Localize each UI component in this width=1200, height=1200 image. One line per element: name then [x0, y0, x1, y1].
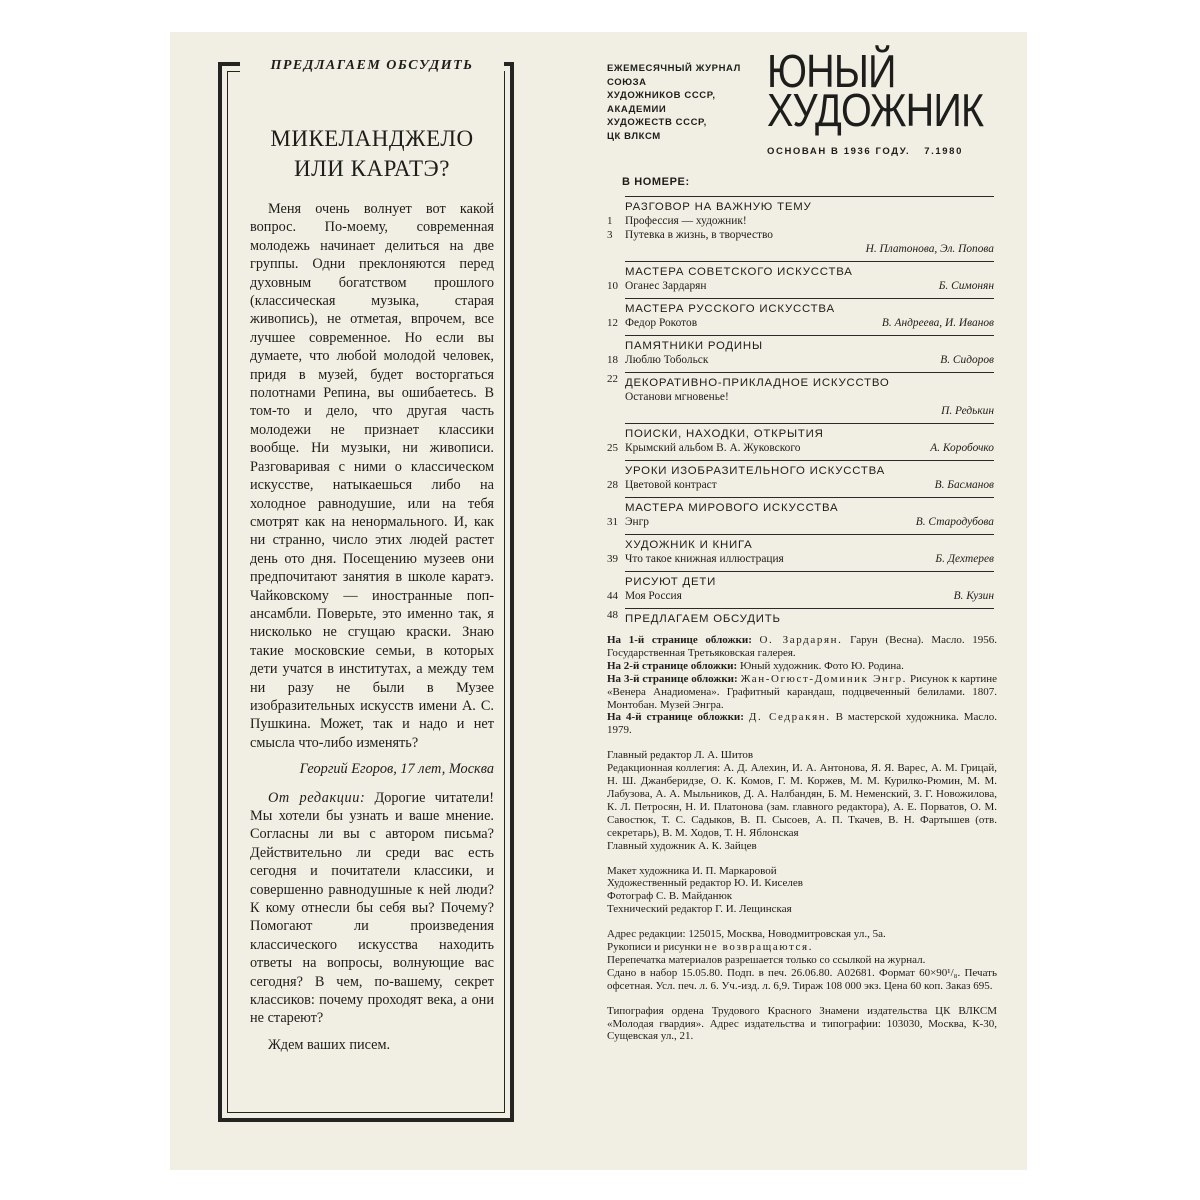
toc-section — [607, 571, 994, 608]
toc-entry — [607, 228, 994, 256]
toc-entry — [625, 390, 994, 418]
cover-3-label: На 3-й странице обложки: — [607, 672, 738, 685]
toc-page-number: 31 — [607, 516, 618, 528]
magazine-page — [170, 32, 1027, 1170]
staff-line: Макет художника И. П. Маркаровой — [607, 864, 777, 877]
production-staff — [607, 865, 997, 917]
toc-entry-title: Федор Рокотов — [625, 317, 698, 329]
cover-1-label: На 1-й странице обложки: — [607, 634, 752, 646]
toc-section — [607, 497, 994, 534]
cover-3-name: Жан-Огюст-Доминик Энгр. — [740, 672, 908, 685]
toc-section-title: МАСТЕРА СОВЕТСКОГО ИСКУССТВА — [625, 266, 853, 278]
toc-entry-author: П. Редькин — [941, 405, 994, 417]
article-title — [250, 124, 494, 184]
toc-entry-author: Н. Платонова, Эл. Попова — [865, 243, 994, 255]
editorial-staff — [607, 749, 997, 852]
toc-page-number: 39 — [607, 553, 618, 565]
publisher-line: ЕЖЕМЕСЯЧНЫЙ ЖУРНАЛ — [607, 63, 741, 74]
toc-entry-author: В. Кузин — [953, 590, 994, 602]
editorial-board: Редакционная коллегия: А. Д. Алехин, И. А. Антонова, Я. Я. Варес, А. М. Грицай, Н. Ш. Джанберидзе, О. К. Комов, Г. М. Коржев, М. М. Курилко-Рюмин, М. М. Лабузова, А. А. Мыльников, Д. А. Налбандян, Б. М. Неменский, З. Г. Новожилова, К. Л. Петросян, Н. И. Платонова (зам. главного редактора), А. Е. Порватов, О. М. Савостюк, Т. С. Садыков, В. П. Сысоев, А. П. Ткачев, В. Н. Фартышев (отв. секретарь), В. М. Ходов, Т. Н. Яблонская — [607, 762, 997, 839]
chief-editor: Главный редактор Л. А. Шитов — [607, 749, 754, 762]
cover-4-label: На 4-й странице обложки: — [607, 711, 744, 724]
closing-line: Ждем ваших писем. — [268, 1036, 391, 1053]
manuscripts-note — [607, 941, 997, 954]
toc-entry-author: В. Стародубова — [915, 516, 994, 528]
cover-1-credit — [607, 634, 997, 660]
staff-line: Художественный редактор Ю. И. Киселев — [607, 877, 803, 890]
article-rubric: ПРЕДЛАГАЕМ ОБСУДИТЬ — [240, 54, 504, 78]
toc-entry-title: Люблю Тобольск — [625, 354, 709, 366]
toc-entry — [607, 552, 994, 566]
toc-entry-title: Моя Россия — [625, 590, 682, 602]
toc-page-number: 3 — [607, 229, 613, 241]
toc-page-number: 10 — [607, 280, 618, 292]
imprint — [607, 928, 997, 993]
cover-1-text: Гарун (Весна). Масло. 1956. Государственная Третьяковская галерея. — [607, 634, 997, 659]
toc-entry-author: В. Сидоров — [940, 354, 994, 366]
toc-section-title: ХУДОЖНИК И КНИГА — [625, 539, 753, 551]
cover-2-text: Юный художник. Фото Ю. Родина. — [737, 659, 904, 672]
printer-info: Типография ордена Трудового Красного Знамени издательства ЦК ВЛКСМ «Молодая гвардия». Адрес издательства и типографии: 103030, Москва, К-30, Сущевская ул., 21. — [607, 1004, 997, 1043]
toc-section-title: МАСТЕРА МИРОВОГО ИСКУССТВА — [625, 502, 839, 514]
manuscripts-note-b: не возвращаются. — [704, 941, 814, 954]
editorial-address: Адрес редакции: 125015, Москва, Новодмитровская ул., 5а. — [607, 928, 886, 941]
toc-section-title: РАЗГОВОР НА ВАЖНУЮ ТЕМУ — [625, 201, 812, 213]
cover-3-credit — [607, 673, 997, 712]
toc-entry — [607, 441, 994, 455]
magazine-title-line-1: ЮНЫЙ — [767, 45, 896, 97]
toc-entry — [607, 316, 994, 330]
toc-section-title: ПОИСКИ, НАХОДКИ, ОТКРЫТИЯ — [625, 428, 824, 440]
toc-entry — [607, 353, 994, 367]
issue-number: 7.1980 — [924, 146, 963, 157]
toc-section — [607, 372, 994, 423]
toc-page-number: 1 — [607, 215, 613, 227]
toc-section — [607, 335, 994, 372]
publisher-line: ХУДОЖЕСТВ СССР, — [607, 117, 707, 128]
table-of-contents — [607, 196, 994, 628]
printer-block — [607, 1005, 997, 1044]
toc-entry-author: В. Андреева, И. Иванов — [881, 317, 994, 329]
toc-section-title: МАСТЕРА РУССКОГО ИСКУССТВА — [625, 303, 835, 315]
toc-entry-author: Б. Дехтерев — [935, 553, 994, 565]
toc-page-number: 22 — [607, 373, 618, 385]
toc-entry — [607, 589, 994, 603]
publisher-line: ХУДОЖНИКОВ СССР, — [607, 90, 716, 101]
publisher-line: ЦК ВЛКСМ — [607, 130, 661, 142]
article-title-line-1: МИКЕЛАНДЖЕЛО — [270, 126, 474, 151]
toc-section-title: ПРЕДЛАГАЕМ ОБСУДИТЬ — [625, 613, 781, 625]
toc-section-title: ПАМЯТНИКИ РОДИНЫ — [625, 340, 763, 352]
toc-entry — [607, 515, 994, 529]
editor-note-lead: От редакции: — [268, 789, 366, 806]
toc-section-title: УРОКИ ИЗОБРАЗИТЕЛЬНОГО ИСКУССТВА — [625, 465, 886, 477]
toc-heading: В НОМЕРЕ: — [622, 176, 690, 188]
article-title-line-2: ИЛИ КАРАТЭ? — [294, 156, 450, 181]
toc-section-title: РИСУЮТ ДЕТИ — [625, 576, 717, 588]
toc-entry — [607, 214, 994, 228]
toc-page-number: 25 — [607, 442, 618, 454]
toc-section — [607, 196, 994, 261]
toc-entry-author: Б. Симонян — [938, 280, 994, 292]
reader-letter: Меня очень волнует вот какой вопрос. По-моему, современная молодежь начинает делиться на две группы. Одни преклоняются перед духовным богатством прошлого (классическая музыка, старая живопись), не отметая, впрочем, все лучшее современное. Но если вы думаете, что любой молодой человек, придя в музей, будет восторгаться полотнами Репина, вы ошибаетесь. В том-то и дело, что другая часть молодежи не признает классики вообще. Ни музыки, ни живописи. Разговаривая с ними о классическом искусстве, натыкаешься либо на холодное равнодушие, или на тебя смотрят как на ненормального. И, как ни странно, число этих людей растет день ото дня. Посещению музеев они предпочитают занятия в школе каратэ. Чайковскому — иностранные поп-ансамбли. Поверьте, это именно так, я нисколько не сгущаю краски. Знаю такие московские семьи, в которых дети учатся в институтах, а между тем ни разу не были в Музее изобразительных искусств имени А. С. Пушкина. Может, так и надо и нет смысла что-либо изменять? — [250, 201, 494, 751]
letter-signature: Георгий Егоров, 17 лет, Москва — [299, 761, 494, 778]
staff-line: Фотограф С. В. Майданюк — [607, 890, 733, 903]
toc-section — [607, 423, 994, 460]
toc-entry-title: Останови мгновенье! — [625, 391, 729, 403]
toc-entry-title: Оганес Зардарян — [625, 280, 707, 292]
cover-2-credit — [607, 660, 997, 673]
cover-4-credit — [607, 711, 997, 737]
staff-line: Технический редактор Г. И. Лещинская — [607, 903, 792, 916]
toc-entry — [607, 279, 994, 293]
publisher-line: АКАДЕМИИ — [607, 103, 667, 115]
toc-entry-title: Путевка в жизнь, в творчество — [625, 229, 773, 241]
editor-note-text: Дорогие читатели! Мы хотели бы узнать и ваше мнение. Согласны ли вы с автором письма? Действительно ли среди вас есть сегодня и почитатели классики, и совершенно равнодушные к ней люди? К кому отнесли бы себя вы? Почему? Помогают ли произведения классического искусства находить ответы на вопросы, волнующие вас сегодня? В чем, по-вашему, секрет классиков: почему проходят века, а они не стареют? — [250, 789, 494, 1027]
print-info: Сдано в набор 15.05.80. Подп. в печ. 26.06.80. А02681. Формат 60×90¹/₈. Печать офсетная. Усл. печ. л. 6. Уч.-изд. л. 6,9. Тираж 108 000 экз. Цена 60 коп. Заказ 695. — [607, 966, 997, 992]
publisher-line: СОЮЗА — [607, 76, 647, 88]
reprint-note: Перепечатка материалов разрешается только со ссылкой на журнал. — [607, 953, 926, 966]
manuscripts-note-a: Рукописи и рисунки — [607, 941, 705, 954]
credits — [607, 634, 997, 1043]
toc-page-number: 12 — [607, 317, 618, 329]
magazine-title — [767, 45, 984, 136]
publisher-info — [607, 62, 767, 143]
editor-note — [250, 789, 494, 1028]
toc-entry-author: А. Коробочко — [930, 442, 994, 454]
cover-4-text: В мастерской художника. Масло. 1979. — [607, 711, 997, 737]
chief-artist: Главный художник А. К. Зайцев — [607, 839, 757, 852]
toc-entry-title: Цветовой контраст — [625, 479, 717, 491]
toc-entry-title: Энгр — [625, 516, 649, 528]
toc-section-title: ДЕКОРАТИВНО-ПРИКЛАДНОЕ ИСКУССТВО — [625, 377, 890, 389]
toc-section — [607, 261, 994, 298]
cover-4-name: Д. Седракян. — [748, 711, 831, 724]
toc-section — [607, 534, 994, 571]
toc-section — [607, 298, 994, 335]
founded-year: ОСНОВАН В 1936 ГОДУ. — [767, 146, 911, 157]
toc-entry-author: В. Басманов — [934, 479, 994, 491]
toc-page-number: 18 — [607, 354, 618, 366]
toc-entry-title: Что такое книжная иллюстрация — [625, 553, 784, 565]
cover-2-label: На 2-й странице обложки: — [607, 659, 738, 672]
toc-entry-title: Крымский альбом В. А. Жуковского — [625, 442, 801, 454]
toc-section — [607, 608, 994, 628]
cover-3-text: Рисунок к картине «Венера Анадиомена». Графитный карандаш, подцвеченный белилами. 1807. Монтобан. Музей Энгра. — [607, 672, 997, 711]
cover-1-name: О. Зардарян. — [759, 634, 843, 646]
magazine-title-line-2: ХУДОЖНИК — [767, 84, 984, 136]
article-body — [250, 200, 494, 1054]
toc-page-number: 48 — [607, 609, 618, 621]
toc-entry — [607, 478, 994, 492]
toc-entry-title: Профессия — художник! — [625, 215, 747, 227]
toc-page-number: 28 — [607, 479, 618, 491]
toc-page-number: 44 — [607, 590, 618, 602]
toc-section — [607, 460, 994, 497]
founded-line — [767, 146, 1007, 157]
